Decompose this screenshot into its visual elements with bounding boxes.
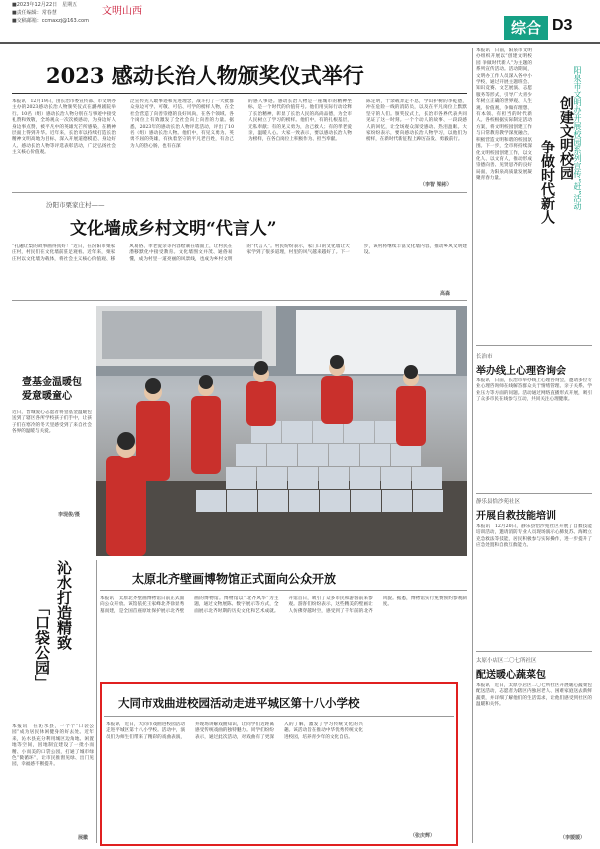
divider xyxy=(476,493,592,494)
village-byline: 高森 xyxy=(440,291,451,297)
sidebar-kicker: 阳泉市文明办开展校园系列宣传“赶”活动 xyxy=(573,66,582,211)
sidebar-title-line2: 争做时代新人 xyxy=(539,140,555,224)
date-line: ■2023年12月22日 星期五 xyxy=(12,2,78,8)
divider xyxy=(12,192,467,193)
village-headline: 文化墙成乡村文明“代言人” xyxy=(70,219,277,239)
editor-line: ■责任编辑：常春慧 xyxy=(12,10,57,16)
brief3-title: 配送暖心蔬菜包 xyxy=(476,670,546,681)
main-article-col1: 本报讯 12月19日，由长治市委宣传部、市文明办主办的2023感动长治人物颁奖仪式在潞州剧院举行。10名（组）感动长治人物分别在与事迹中接受礼赞和致敬，全场观众一次次被感动，为身边好人身边事点赞，被平凡中的英雄光芒所感染，在精神层面上得到升华。近年来，长治市以持续打造长治精神文明高地为目标，深入开展道德模范、身边好人、感动长治人物等评选表彰活动，广泛弘扬社会主义核心价值观。 xyxy=(12,99,116,156)
brief1-kicker: 长治市 xyxy=(476,354,493,360)
brief2-title: 开展自救技能培训 xyxy=(476,511,556,522)
main-headline: 2023 感动长治人物颁奖仪式举行 xyxy=(46,63,364,88)
brief3-kicker: 太原小店区二〇七所社区 xyxy=(476,658,537,664)
column-divider xyxy=(96,560,97,843)
divider xyxy=(12,300,467,301)
divider xyxy=(476,345,592,346)
photo-byline: 李现俊/摄 xyxy=(58,512,80,518)
brief3-text: 本报讯 近日，太原小店区二〇七所社区开展暖心蔬菜包配送活动，志愿者为辖区内独居老人、困难家庭送去新鲜蔬菜，并详细了解他们的生活需求，让他们感受到社区的温暖和关怀。 xyxy=(476,683,592,708)
kouxian-vheadline-2: 「口袋公园」 xyxy=(33,600,51,690)
page-number: D3 xyxy=(552,17,573,34)
divider xyxy=(104,716,454,717)
main-article-byline: （李智 梁彬） xyxy=(420,182,452,188)
photo-article-title: 壹基金温暖包 爱意暖童心 xyxy=(22,377,82,402)
photo-article-caption: 近日，晋城爱心志愿者将壹基金温暖包送到了辖区各所学校孩子们手中，让孩子们在寒冷的冬天里感受到了来自社会各界的温暖与关爱。 xyxy=(12,410,92,435)
divider xyxy=(100,590,467,591)
main-article-col3: 的感人事迹。感动长治人物是一座城市的精神坐标，是一个时代的价值符号。他们用实际行动诠释了长治精神，彰显了长治人民的高尚品德，为全市人民树立了学习的榜样。他们中，有的扎根基层，无私奉献；有的见义勇为，舍己救人；有的孝老爱亲，温暖人心。大家一致表示，要以感动长治人物为榜样，在各自岗位上积极作为、担当奉献。 xyxy=(248,99,352,143)
brief1-title: 举办线上心理咨询会 xyxy=(476,366,566,377)
page-header xyxy=(0,0,600,44)
charity-photo xyxy=(96,306,467,556)
divider xyxy=(476,651,592,652)
brief2-kicker: 静乐县恰沙苑社区 xyxy=(476,499,521,505)
main-article-col4: 陈定明，十余载奔走不息，学山护树的李乾德，冲在危险一线的消防员，以及在平凡岗位上默默坚守的人们。颁奖仪式上，长治市各界代表共同见证了这一时刻。一个个动人的故事、一段段感人的回忆，让全场观众深受感动、热泪盈眶。大家纷纷表示，要向感动长治人物学习，以他们为榜样，在新时代新征程上踔厉奋发、勇毅前行。 xyxy=(366,99,467,143)
kouxian-byline: 展徽 xyxy=(78,835,89,841)
headline-rule xyxy=(12,93,467,94)
sidebar-title-line1: 创建文明校园 xyxy=(558,96,574,180)
kouxian-vheadline-1: 沁水打造精致 xyxy=(55,560,73,650)
photo-illustration xyxy=(96,306,467,556)
school-headline: 大同市戏曲进校园活动走进平城区第十八小学校 xyxy=(118,696,360,710)
school-article-text: 本报讯 近日，大同市戏曲进校园活动走进平城区第十八小学校。活动中，演员们为师生们带来了精彩的戏曲表演，并现场讲解戏曲知识，让同学们近距离感受传统戏曲的独特魅力。同学们纷纷表示，通过此次活动，对戏曲有了更深入的了解，激发了学习传统文化的兴趣。该活动旨在推动中华优秀传统文化进校园，培养青少年的文化自信。 xyxy=(106,722,363,740)
brand-logo: 文明山西 xyxy=(102,6,142,17)
column-divider xyxy=(472,48,473,843)
village-kicker: 汾阳市栗家庄村—— xyxy=(46,201,105,209)
school-byline: （张庆辉） xyxy=(410,833,436,839)
kouxian-text-top xyxy=(12,558,30,598)
kouxian-article-text: 本报讯 在沁水县，一个个“口袋公园”成为居民休闲健身的好去处。近年来，沁水县充分利用城区边角地、闲置地等空间，因地制宜建设了一批小而精、小而美的口袋公园，打通了城市绿色“微循环”，让市民推窗见绿、出门见园，幸福感不断提升。 xyxy=(12,724,94,768)
brief2-text: 本报讯 12月20日，静乐县恰沙苑社区开展了自救技能培训活动，邀请消防专业人员现场演示心肺复苏、海姆立克急救法等技能，居民积极参与实际操作，进一步提升了应急处置和自救互救能力。 xyxy=(476,524,592,549)
email-line: ■交稿邮箱：ccmaxzj@163.com xyxy=(12,18,89,24)
museum-article-text: 本报讯 太原北齐壁画博物馆日前正式面向公众开放。该馆依托王家峰北齐徐显秀墓而建，是全国首座原址保护展示北齐壁画的博物馆。博物馆以“北齐风华”为主题，通过文物展陈、数字展示等方式，全面展示北齐时期的历史文化和艺术成就。开馆首日，吸引了众多市民和游客前来参观。游客们纷纷表示，这些精美的壁画让人仿佛穿越时空，感受到了千年前的北齐风貌。据悉，博物馆实行免费预约参观制度。 xyxy=(100,596,467,614)
brief3-byline: （李媛媛） xyxy=(560,835,586,841)
museum-headline: 太原北齐壁画博物馆正式面向公众开放 xyxy=(132,572,337,586)
brief1-text: 本报讯 日前，长治市举办线上心理咨询会，邀请多位专业心理咨询师在线解答群众关于情绪管理、亲子关系、学业压力等方面的问题。活动通过网络直播形式开展，吸引了众多市民在线参与互动，共同关注心理健康。 xyxy=(476,378,592,403)
village-article-text: “孔融让梨的故事画得真好！”近日，在汾阳市栗家庄村，村民们在文化墙前驻足观看。近年来，栗家庄村以文化墙为载体，将社会主义核心价值观、移风易俗、孝老爱亲等内容绘制在墙面上，让村民在潜移默化中接受教育。文化墙图文并茂、通俗易懂，成为村里一道亮丽的风景线，也成为乡村文明的“代言人”。村民纷纷表示，家门口的文化墙让大家学到了很多道理，村里的风气越来越好了。下一步，该村将继续丰富文化墙内容，推动乡风文明建设。 xyxy=(12,244,467,262)
sidebar-article-text: 本报讯 日前，阳泉市文明办组织开展以“创建文明校园 争做时代新人”为主题的系列宣传活动。活动期间，文明办工作人员深入各中小学校，通过开展主题班会、知识竞赛、文艺展演、志愿服务等形式，引导广大青少年树立正确的世界观、人生观、价值观，争做有理想、有本领、有担当的时代新人。各校根据实际制定活动方案，将文明校园创建工作与日常教育教学深度融合，积极营造文明和谐的校园氛围。下一步，全市将持续深化文明校园创建工作，以文化人、以文育人，推动形成崇德向善、见贤思齐的良好局面，为阳泉高质量发展凝聚青春力量。 xyxy=(476,48,532,182)
main-article-col2: 泛宣传先人敢事迹和先进理念，战斗打了一大批群众身边可学、可敬、可信、可学的榜样人物，在全社会营造了向善崇德的良好风尚，在各个领域、各个岗位上有效激发了全社会向上向善的力量。据悉，2023年的感动长治人物评选活动，评出了10名（组）感动长治人物。他们中，有见义勇为、英勇不屈的英雄，有执着坚守的平凡老百姓，有舍己为人的热心肠，也有在深 xyxy=(130,99,234,149)
section-tab: 综合 xyxy=(504,16,548,40)
